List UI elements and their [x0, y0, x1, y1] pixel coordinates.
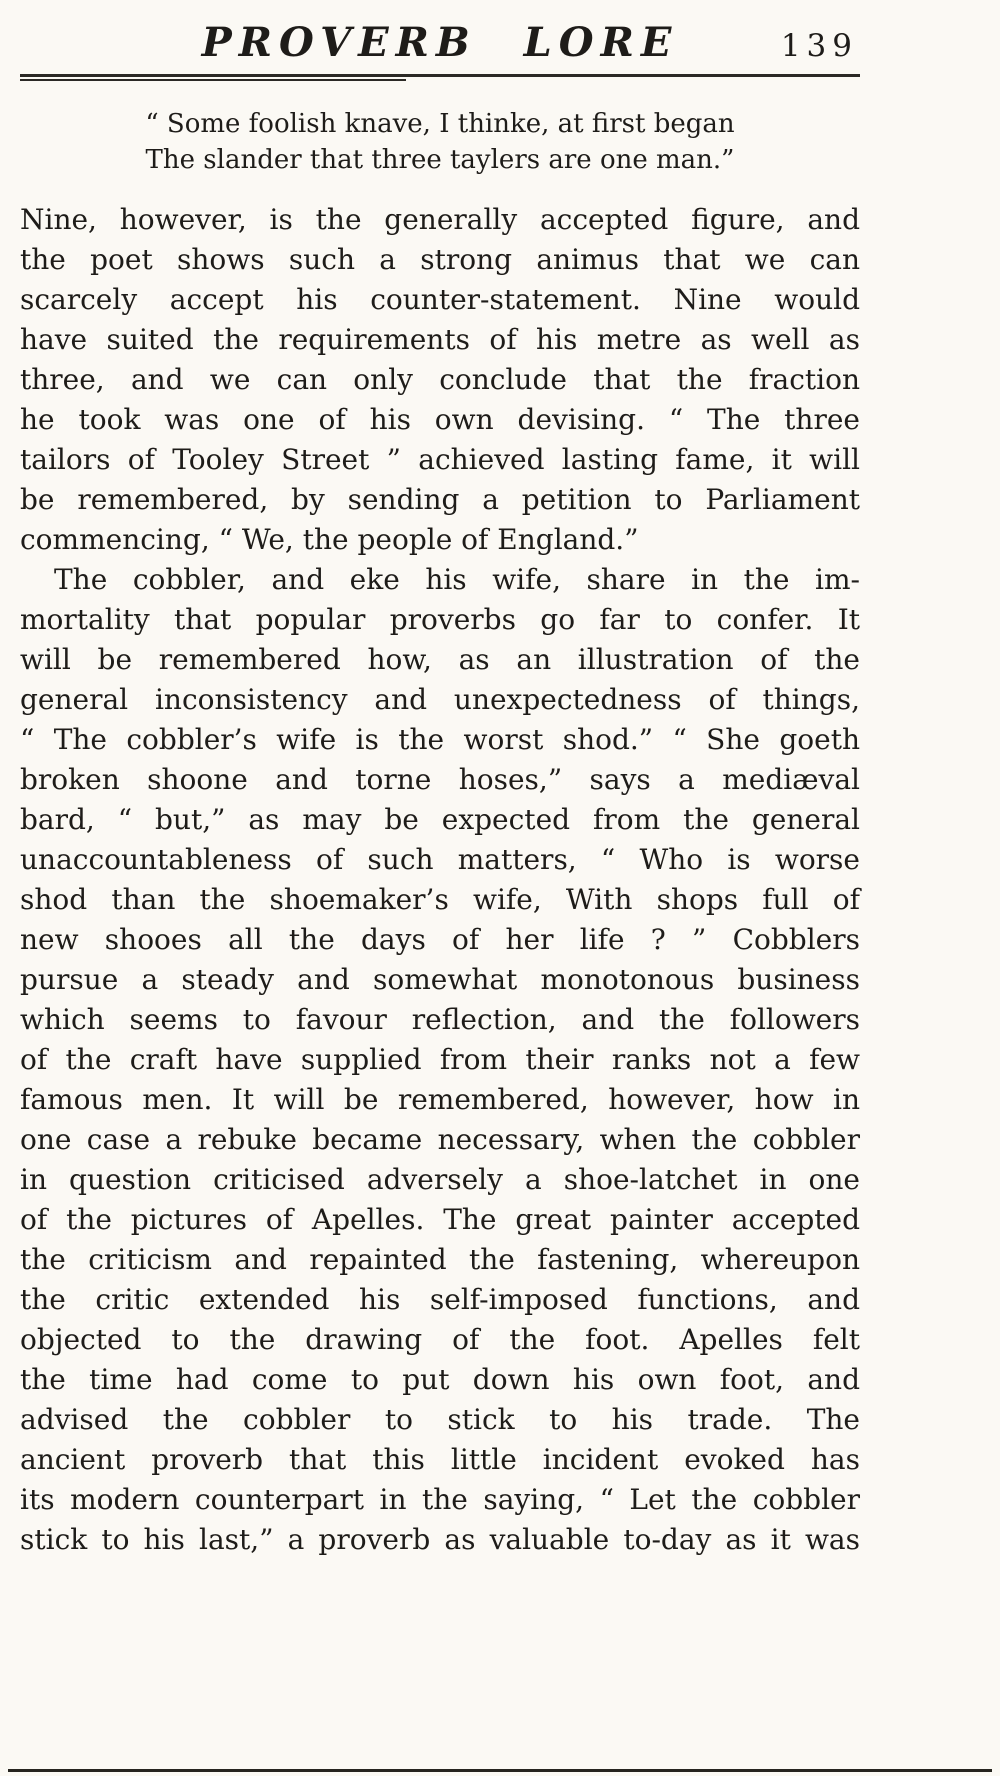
text-line: broken shoone and torne hoses,” says a mediæval	[20, 763, 860, 796]
paragraph	[20, 200, 860, 560]
text-line: tailors of Tooley Street ” achieved lasting fame, it will	[20, 443, 860, 476]
text-line: unaccountableness of such matters, “ Who is worse	[20, 843, 860, 876]
text-line: will be remembered how, as an illustration of the	[20, 643, 860, 676]
text-line: the criticism and repainted the fastening, whereupon	[20, 1243, 860, 1276]
epigraph	[20, 106, 860, 178]
text-line: new shooes all the days of her life ? ” Cobblers	[20, 923, 860, 956]
text-line: be remembered, by sending a petition to Parliament	[20, 483, 860, 516]
text-line: advised the cobbler to stick to his trade. The	[20, 1403, 860, 1436]
text-line: shod than the shoemaker’s wife, With shops full of	[20, 883, 860, 916]
text-line: “ The cobbler’s wife is the worst shod.” “ She goeth	[20, 723, 860, 756]
paragraph	[20, 560, 860, 1560]
text-line: three, and we can only conclude that the fraction	[20, 363, 860, 396]
text-line: Nine, however, is the generally accepted figure, and	[20, 203, 860, 236]
text-line: one case a rebuke became necessary, when the cobbler	[20, 1123, 860, 1156]
page-number: 139	[780, 28, 858, 64]
page-title: PROVERB LORE	[201, 19, 679, 66]
text-line: pursue a steady and somewhat monotonous business	[20, 963, 860, 996]
text-line: the critic extended his self-imposed functions, and	[20, 1283, 860, 1316]
text-line: scarcely accept his counter-statement. Nine would	[20, 283, 860, 316]
text-line: he took was one of his own devising. “ The three	[20, 403, 860, 436]
epigraph-line: The slander that three taylers are one man.”	[145, 145, 735, 175]
text-line: objected to the drawing of the foot. Apelles felt	[20, 1323, 860, 1356]
text-block	[20, 0, 860, 1560]
header-rule-sub	[20, 79, 406, 81]
text-line: of the pictures of Apelles. The great painter accepted	[20, 1203, 860, 1236]
text-line: of the craft have supplied from their ranks not a few	[20, 1043, 860, 1076]
text-line: mortality that popular proverbs go far to confer. It	[20, 603, 860, 636]
bottom-rule	[8, 1769, 992, 1772]
text-line: in question criticised adversely a shoe-latchet in one	[20, 1163, 860, 1196]
header-rule	[20, 74, 860, 86]
text-line: have suited the requirements of his metre as well as	[20, 323, 860, 356]
text-line: the time had come to put down his own foot, and	[20, 1363, 860, 1396]
text-line: its modern counterpart in the saying, “ Let the cobbler	[20, 1483, 860, 1516]
epigraph-line: “ Some foolish knave, I thinke, at first began	[145, 109, 735, 139]
text-line: the poet shows such a strong animus that we can	[20, 243, 860, 276]
text-line: stick to his last,” a proverb as valuable to-day as it was	[20, 1523, 860, 1556]
text-line: bard, “ but,” as may be expected from the general	[20, 803, 860, 836]
text-line: which seems to favour reflection, and the followers	[20, 1003, 860, 1036]
text-line: ancient proverb that this little incident evoked has	[20, 1443, 860, 1476]
text-line: general inconsistency and unexpectedness of things,	[20, 683, 860, 716]
header-rule-main	[20, 74, 860, 77]
running-header	[20, 16, 860, 70]
text-line: famous men. It will be remembered, however, how in	[20, 1083, 860, 1116]
text-line: The cobbler, and eke his wife, share in the im-	[54, 563, 860, 596]
text-line: commencing, “ We, the people of England.”	[20, 523, 639, 556]
body-text	[20, 200, 860, 1560]
